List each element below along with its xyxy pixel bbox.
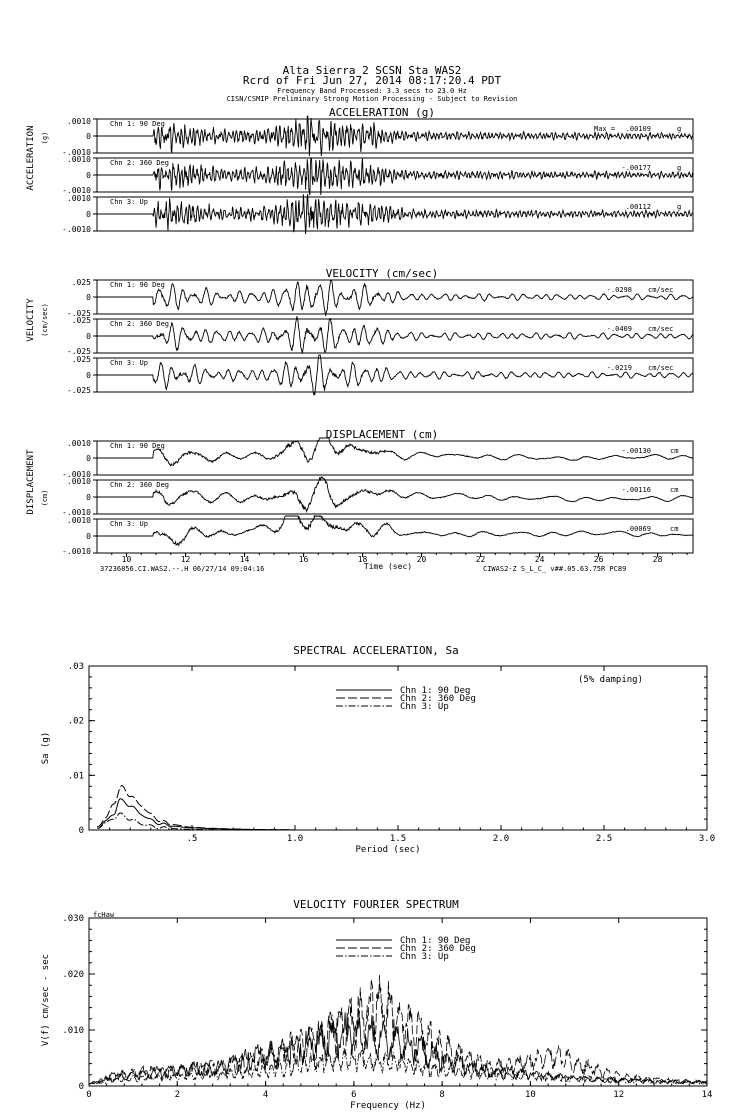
displacement-ch2-ytick-bottom: -.0010 [62, 508, 91, 517]
ytick-label: .01 [67, 771, 84, 782]
velocity-ch3-name: Chn 3: Up [110, 359, 148, 367]
displacement-ch1-max: -.00130 [621, 447, 651, 455]
fourier-spectrum-xlabel: Frequency (Hz) [350, 1101, 426, 1111]
displacement-panel [26, 428, 693, 573]
velocity-ch1-name: Chn 1: 90 Deg [110, 281, 165, 289]
fourier-spectrum-series [89, 975, 707, 1084]
time-axis-label: Time (sec) [363, 562, 413, 571]
acceleration-ch3-max: .00112 [625, 203, 651, 211]
xtick-label: .5 [186, 834, 198, 844]
displacement-ch3-trace [97, 516, 693, 545]
ytick-label: .03 [67, 662, 84, 672]
xtick-label: 6 [351, 1090, 357, 1100]
spectral-acceleration-frame [89, 666, 707, 830]
ytick-label: 0 [78, 1082, 84, 1092]
acceleration-ch2-ytick-zero: 0 [86, 171, 91, 180]
velocity-side-label: VELOCITY [26, 298, 36, 342]
sa-series-line [97, 785, 295, 829]
displacement-ch3-max: .00069 [625, 525, 651, 533]
velocity-ch1-ytick-zero: 0 [86, 293, 91, 302]
time-axis-tick-label: 16 [298, 555, 309, 564]
sa-series-line [97, 799, 295, 830]
displacement-ch1-ytick-bottom: -.0010 [62, 470, 91, 479]
velocity-fourier-spectrum-chart [41, 898, 712, 1111]
spectral-acceleration-series [97, 785, 295, 830]
acceleration-ch2-name: Chn 2: 360 Deg [110, 159, 170, 167]
displacement-unit-label: (cm) [41, 489, 49, 507]
time-axis-tick-label: 20 [416, 555, 427, 564]
velocity-ch2-max: -.0409 [606, 325, 632, 333]
record-footer-right: CIWAS2-Z S_L_C_ v##.05.63.75R PC89 [483, 565, 627, 573]
acceleration-ch1-trace [97, 116, 693, 156]
velocity-ch2-unit: cm/sec [648, 325, 674, 333]
displacement-ch2-ytick-zero: 0 [86, 493, 91, 502]
xtick-label: 8 [439, 1090, 445, 1100]
velocity-ch3-ytick-bottom: -.025 [66, 386, 91, 395]
velocity-panel [26, 267, 693, 395]
acceleration-ch3-ytick-bottom: -.0010 [62, 225, 91, 234]
acceleration-ch1-max: .00109 [625, 125, 651, 133]
fourier-spectrum-corner-label: fcHaw [93, 911, 115, 919]
fourier-spectrum-ylabel: V(f) cm/sec - sec [41, 953, 51, 1047]
fourier-spectrum-frame [89, 918, 707, 1086]
velocity-ch3-ytick-zero: 0 [86, 371, 91, 380]
velocity-ch2-name: Chn 2: 360 Deg [110, 320, 170, 328]
displacement-side-label: DISPLACEMENT [26, 449, 36, 515]
displacement-ch3-unit: cm [670, 525, 679, 533]
acceleration-ch3-name: Chn 3: Up [110, 198, 148, 206]
xtick-label: 2.5 [595, 834, 613, 844]
acceleration-ch3-ytick-top: .0010 [66, 194, 91, 203]
xtick-label: 0 [86, 1090, 92, 1100]
fs-series-line [89, 1012, 707, 1084]
displacement-ch1-unit: cm [670, 447, 679, 455]
xtick-label: 12 [613, 1090, 625, 1100]
ytick-label: .02 [67, 716, 84, 727]
acceleration-ch1-name: Chn 1: 90 Deg [110, 120, 165, 128]
velocity-unit-label: (cm/sec) [41, 303, 49, 337]
acceleration-max-prefix: Max = [594, 125, 616, 133]
velocity-ch3-max: -.0219 [606, 364, 632, 372]
velocity-title: VELOCITY (cm/sec) [325, 267, 439, 280]
displacement-ch1-ytick-zero: 0 [86, 454, 91, 463]
velocity-ch1-trace [97, 280, 693, 316]
displacement-ch3-ytick-top: .0010 [66, 516, 91, 525]
time-axis-tick-label: 22 [475, 555, 486, 564]
fourier-spectrum-legend [336, 936, 476, 962]
velocity-ch3-unit: cm/sec [648, 364, 674, 372]
displacement-ch2-max: -.00116 [621, 486, 651, 494]
spectral-acceleration-ylabel: Sa (g) [41, 731, 51, 765]
velocity-ch2-ytick-zero: 0 [86, 332, 91, 341]
fourier-spectrum-title: VELOCITY FOURIER SPECTRUM [293, 898, 459, 911]
legend-entry: Chn 1: 90 Deg [400, 936, 471, 946]
time-axis-tick-label: 28 [652, 555, 663, 564]
xtick-label: 1.5 [389, 834, 407, 844]
velocity-ch2-trace [97, 316, 693, 352]
record-footer-left: 37236856.CI.WAS2.--.H 06/27/14 09:04:16 [100, 565, 265, 573]
acceleration-side-label: ACCELERATION [26, 125, 36, 191]
acceleration-ch1-unit: g [677, 125, 682, 133]
header-station-title: Alta Sierra 2 SCSN Sta WAS2 [282, 64, 462, 77]
spectral-acceleration-chart [41, 644, 715, 855]
xtick-label: 14 [701, 1090, 713, 1100]
spectral-acceleration-xlabel: Period (sec) [355, 845, 421, 855]
header-frequency-band: Frequency Band Processed: 3.3 secs to 23.0 Hz [277, 87, 467, 95]
displacement-ch2-unit: cm [670, 486, 679, 494]
xtick-label: 4 [262, 1090, 269, 1100]
record-header [227, 64, 518, 103]
velocity-ch2-ytick-top: .025 [71, 316, 91, 325]
xtick-label: 2.0 [492, 834, 510, 844]
legend-entry: Chn 3: Up [400, 952, 449, 962]
acceleration-ch2-ytick-bottom: -.0010 [62, 186, 91, 195]
acceleration-ch1-ytick-zero: 0 [86, 132, 91, 141]
ytick-label: .020 [62, 970, 84, 980]
displacement-ch2-ytick-top: .0010 [66, 477, 91, 486]
time-axis-tick-label: 18 [357, 555, 368, 564]
spectral-acceleration-axes [68, 662, 715, 844]
acceleration-ch1-ytick-top: .0010 [66, 117, 91, 126]
xtick-label: 1.0 [286, 834, 304, 844]
xtick-label: 10 [525, 1090, 536, 1100]
xtick-label: 3.0 [698, 834, 716, 844]
velocity-ch1-unit: cm/sec [648, 286, 674, 294]
header-processing-note: CISN/CSMIP Preliminary Strong Motion Processing - Subject to Revision [226, 95, 518, 103]
displacement-ch1-trace [97, 438, 693, 466]
velocity-ch3-ytick-top: .025 [71, 355, 91, 364]
acceleration-ch1-ytick-bottom: -.0010 [62, 148, 91, 157]
spectral-acceleration-title: SPECTRAL ACCELERATION, Sa [293, 644, 459, 657]
displacement-ch3-name: Chn 3: Up [110, 520, 148, 528]
spectral-acceleration-damping-note: (5% damping) [578, 675, 644, 685]
displacement-ch1-ytick-top: .0010 [66, 439, 91, 448]
xtick-label: 2 [174, 1090, 180, 1100]
acceleration-ch3-unit: g [677, 203, 682, 211]
legend-entry: Chn 1: 90 Deg [400, 686, 471, 696]
legend-entry: Chn 3: Up [400, 702, 449, 712]
time-axis-tick-label: 24 [534, 555, 545, 564]
acceleration-unit-label: (g) [41, 131, 49, 145]
displacement-title: DISPLACEMENT (cm) [325, 428, 439, 441]
velocity-ch3-trace [97, 355, 693, 394]
displacement-ch3-ytick-zero: 0 [86, 532, 91, 541]
acceleration-ch2-max: -.00177 [621, 164, 651, 172]
legend-entry: Chn 2: 360 Deg [400, 694, 476, 704]
time-axis-tick-label: 12 [180, 555, 191, 564]
displacement-ch2-frame [97, 480, 693, 514]
acceleration-ch2-unit: g [677, 164, 682, 172]
ytick-label: .010 [62, 1026, 84, 1036]
velocity-ch1-ytick-top: .025 [71, 278, 91, 287]
legend-entry: Chn 2: 360 Deg [400, 944, 476, 954]
acceleration-ch3-ytick-zero: 0 [86, 210, 91, 219]
velocity-ch1-max: -.0298 [606, 286, 632, 294]
time-axis-tick-label: 14 [239, 555, 250, 564]
ytick-label: .030 [62, 914, 84, 924]
time-axis-tick-label: 10 [121, 555, 132, 564]
acceleration-ch2-trace [97, 158, 693, 195]
time-axis-tick-label: 26 [593, 555, 604, 564]
displacement-ch2-name: Chn 2: 360 Deg [110, 481, 170, 489]
ytick-label: 0 [78, 826, 84, 836]
velocity-ch2-ytick-bottom: -.025 [66, 347, 91, 356]
displacement-ch1-name: Chn 1: 90 Deg [110, 442, 165, 450]
displacement-ch2-trace [97, 477, 693, 511]
displacement-ch3-ytick-bottom: -.0010 [62, 547, 91, 556]
velocity-ch1-frame [97, 280, 693, 314]
acceleration-title: ACCELERATION (g) [329, 106, 435, 119]
acceleration-panel [26, 106, 693, 234]
displacement-ch1-frame [97, 441, 693, 475]
header-record-title: Rcrd of Fri Jun 27, 2014 08:17:20.4 PDT [242, 74, 502, 87]
acceleration-ch3-trace [97, 194, 693, 234]
spectral-acceleration-legend [336, 686, 476, 712]
velocity-ch1-ytick-bottom: -.025 [66, 309, 91, 318]
acceleration-ch2-ytick-top: .0010 [66, 155, 91, 164]
